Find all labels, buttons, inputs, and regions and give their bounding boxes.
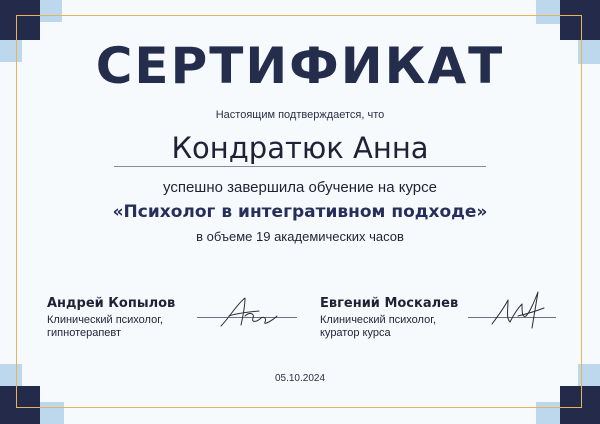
completion-text: успешно завершила обучение на курсе [163, 179, 437, 196]
certificate-date: 05.10.2024 [274, 373, 326, 384]
course-name: «Психолог в интегративном подходе» [112, 202, 488, 222]
certificate-subtitle: Настоящим подтверждается, что [215, 109, 385, 121]
signatory-1-role-line2: гипнотерапевт [47, 327, 122, 339]
signatory-2-role-line1: Клинический психолог, [320, 314, 436, 326]
signatory-2 [320, 296, 458, 340]
signatory-1-name: Андрей Копылов [47, 296, 176, 311]
signatory-1 [47, 296, 175, 340]
signature-2-image [488, 286, 550, 332]
recipient-name: Кондратюк Анна [171, 131, 429, 165]
signatory-2-role-line2: куратор курса [320, 327, 391, 339]
name-underline [114, 166, 486, 167]
hours-text: в объеме 19 академических часов [196, 229, 404, 244]
signatory-2-name: Евгений Москалев [320, 296, 459, 311]
signature-1-image [215, 292, 285, 334]
certificate-title: СЕРТИФИКАТ [95, 37, 505, 95]
signatory-1-role-line1: Клинический психолог, [47, 314, 163, 326]
